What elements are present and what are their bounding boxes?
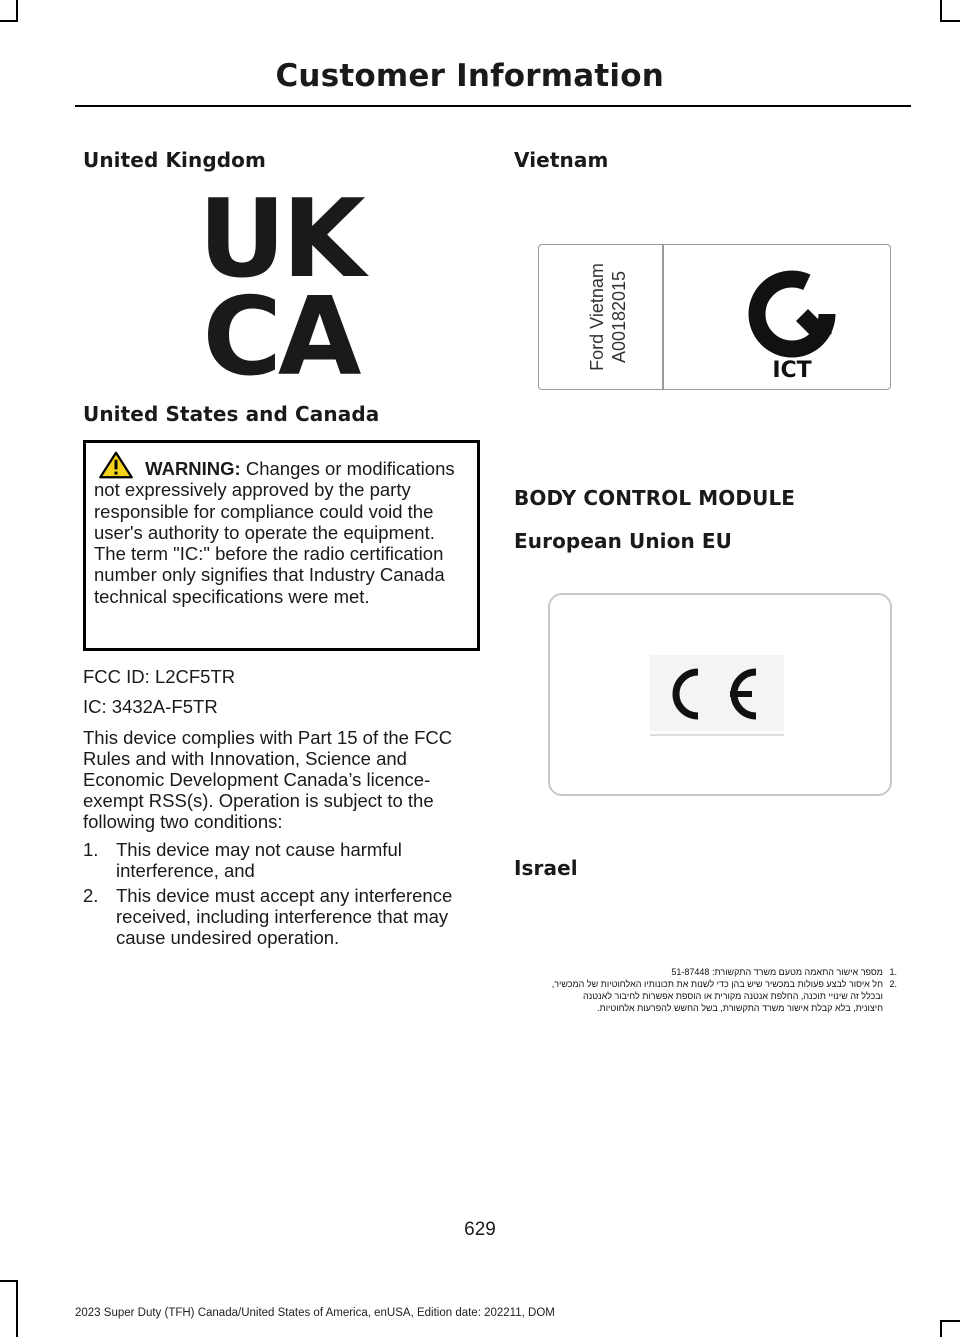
hebrew-line-text: חיצונית, בלא קבלת אישור משרד התקשורת, בשל החשש להפרעות אלחוטיות. bbox=[597, 1003, 883, 1013]
list-item-number: 1. bbox=[83, 839, 99, 860]
warning-label: WARNING: bbox=[145, 458, 241, 479]
hebrew-line bbox=[520, 990, 897, 1002]
hebrew-line-number bbox=[883, 990, 897, 1002]
hebrew-line-text: מספר אישור התאמה מטעם משרד התקשורת: 51-87448 bbox=[671, 967, 883, 977]
ce-mark-frame bbox=[548, 593, 892, 796]
hebrew-line bbox=[520, 1002, 897, 1014]
crop-mark bbox=[940, 0, 942, 22]
list-item bbox=[83, 839, 477, 881]
crop-mark bbox=[16, 1280, 18, 1337]
compliance-text: This device complies with Part 15 of the FCC Rules and with Innovation, Science and Economic Development Canada’s licence-exempt RSS(s). Operation is subject to the following two conditions: bbox=[83, 727, 453, 832]
hebrew-line-number bbox=[883, 1002, 897, 1014]
crop-mark bbox=[16, 0, 18, 22]
us-canada-heading: United States and Canada bbox=[83, 402, 380, 426]
crop-mark bbox=[940, 20, 960, 22]
ukca-mark-line1: UK bbox=[198, 188, 362, 302]
crop-mark bbox=[0, 1280, 18, 1282]
page-title: Customer Information bbox=[275, 58, 664, 94]
ic-id: IC: 3432A-F5TR bbox=[83, 696, 218, 717]
ict-mark-icon bbox=[734, 269, 862, 381]
eu-heading: European Union EU bbox=[514, 529, 732, 553]
list-item-text: This device may not cause harmful interference, and bbox=[116, 839, 402, 881]
vietnam-label-line1: Ford Vietnam bbox=[587, 263, 607, 371]
hebrew-line-number: .2 bbox=[889, 979, 897, 989]
warning-text: Changes or modifications not expressively approved by the party responsible for compliance could void the user's authority to operate the equipment. The term "IC:" before the radio certification number only signifies that Industry Canada technical specifications were met. bbox=[94, 458, 455, 607]
ict-mark-text: ICT bbox=[772, 358, 812, 381]
vietnam-cert-label bbox=[538, 244, 891, 390]
edition-footer: 2023 Super Duty (TFH) Canada/United States of America, enUSA, Edition date: 202211, DOM bbox=[75, 1307, 555, 1319]
bcm-heading: BODY CONTROL MODULE bbox=[514, 486, 796, 510]
ukca-mark-icon bbox=[184, 188, 376, 378]
page-number: 629 bbox=[464, 1219, 496, 1240]
warning-triangle-icon bbox=[96, 451, 136, 479]
hebrew-line-number: .1 bbox=[889, 967, 897, 977]
vietnam-label-line2: A00182015 bbox=[609, 270, 629, 364]
israel-certification-text bbox=[520, 966, 897, 1014]
israel-heading: Israel bbox=[514, 856, 578, 880]
hebrew-line bbox=[520, 966, 897, 978]
list-item-text: This device must accept any interference received, including interference that may cause undesired operation. bbox=[116, 885, 453, 948]
crop-mark bbox=[940, 1320, 942, 1337]
warning-box bbox=[83, 440, 480, 651]
warning-paragraph bbox=[94, 451, 469, 607]
list-item-number: 2. bbox=[83, 885, 99, 906]
crop-mark bbox=[940, 1320, 960, 1322]
header-divider bbox=[75, 105, 911, 107]
vietnam-label-text-block bbox=[579, 251, 639, 383]
crop-mark bbox=[0, 20, 18, 22]
vietnam-heading: Vietnam bbox=[514, 148, 609, 172]
conditions-list bbox=[83, 839, 477, 952]
hebrew-line-text: חל איסור לבצע פעולות במכשיר שיש בהן כדי לשנות את תכונותיו האלחוטיות של המכשיר, bbox=[551, 979, 883, 989]
hebrew-line bbox=[520, 978, 897, 990]
uk-heading: United Kingdom bbox=[83, 148, 266, 172]
list-item bbox=[83, 885, 477, 948]
ukca-mark-line2: CA bbox=[202, 275, 358, 378]
hebrew-line-text: ובכלל זה שינויי תוכנה, החלפת אנטנה מקורית או הוספת אפשרות לחיבור לאנטנה bbox=[583, 991, 883, 1001]
vietnam-label-divider bbox=[662, 245, 664, 389]
fcc-id: FCC ID: L2CF5TR bbox=[83, 666, 236, 687]
ce-mark-icon bbox=[650, 655, 784, 737]
